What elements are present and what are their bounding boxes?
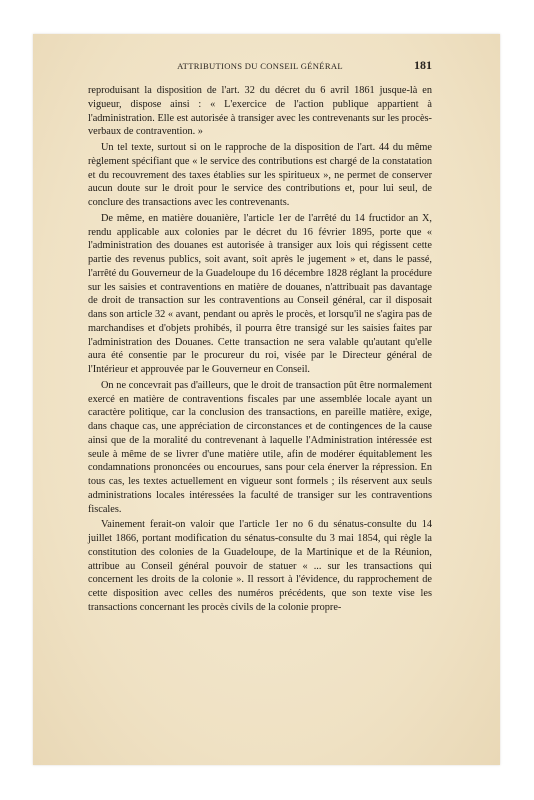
paragraph-3: De même, en matière douanière, l'article 1er de l'arrêté du 14 fructidor an X, rendu applicable aux colonies par le décret du 16 février 1895, porte que « l'administration des douanes est autorisée à transiger aux lois qui régissent cette partie des revenus publics, soit avant, soit après le jugement » et, dans le passé, l'arrêté du Gouverneur de la Guadeloupe du 16 décembre 1828 réglant la procédure sur les saisies et contraventions en matière de douanes, n'attribuait pas davantage de droit de transaction sur les contraventions au Conseil général, car il disposait dans son article 32 « avant, pendant ou après le procès, et lorsqu'il ne s'agira pas de marchandises et d'objets prohibés, il pourra être transigé sur les saisies faites par l'administration des Douanes. Cette transaction ne sera valable qu'autant qu'elle aura été consentie par le procureur du roi, visée par le Directeur général de l'Intérieur et approuvée par le Gouverneur en Conseil. [88, 212, 432, 375]
page-header [88, 58, 432, 78]
paragraph-2: Un tel texte, surtout si on le rapproche de la disposition de l'art. 44 du même règlement spécifiant que « le service des contributions est chargé de la constatation et du recouvrement des taxes établies sur les spiritueux », ne permet de conserver aucun doute sur le droit pour le service des contributions et, pour lui seul, de conclure des transactions avec les contrevenants. [88, 142, 432, 208]
page-body [88, 84, 432, 615]
paragraph-1: reproduisant la disposition de l'art. 32 du décret du 6 avril 1861 jusque-là en vigueur, dispose ainsi : « L'exercice de l'action publique appartient à l'administration. Elle est autorisée à transiger avec les contrevenants sur les procès-verbaux de contravention. » [88, 85, 432, 138]
paragraph-4: On ne concevrait pas d'ailleurs, que le droit de transaction pût être normalement exercé en matière de contraventions fiscales par une assemblée locale ayant un caractère politique, car la conclusion des transactions, en pareille matière, exige, dans chaque cas, une appréciation de circonstances et de contingences de la cause ainsi que de la moralité du contrevenant à laquelle l'Administration intéressée est seule à même de se livrer d'une matière utile, afin de modérer équitablement les condamnations prononcées ou encourues, sans pour cela énerver la répression. En tous cas, les textes actuellement en vigueur sont formels ; ils réservent aux seuls administrations locales intéressées la faculté de transiger sur les contraventions fiscales. [88, 379, 432, 515]
paragraph-5: Vainement ferait-on valoir que l'article 1er no 6 du sénatus-consulte du 14 juillet 1866, portant modification du sénatus-consulte du 3 mai 1854, qui règle la constitution des colonies de la Guadeloupe, de la Martinique et de la Réunion, attribue au Conseil général pouvoir de statuer « ... sur les transactions qui concernent les droits de la colonie ». Il ressort à l'évidence, du rapprochement de cette disposition avec celles des numéros précédents, que son texte vise les transactions concernant les procès civils de la colonie propre- [88, 519, 432, 613]
running-title: ATTRIBUTIONS DU CONSEIL GÉNÉRAL [177, 61, 343, 71]
page-number: 181 [414, 58, 432, 72]
